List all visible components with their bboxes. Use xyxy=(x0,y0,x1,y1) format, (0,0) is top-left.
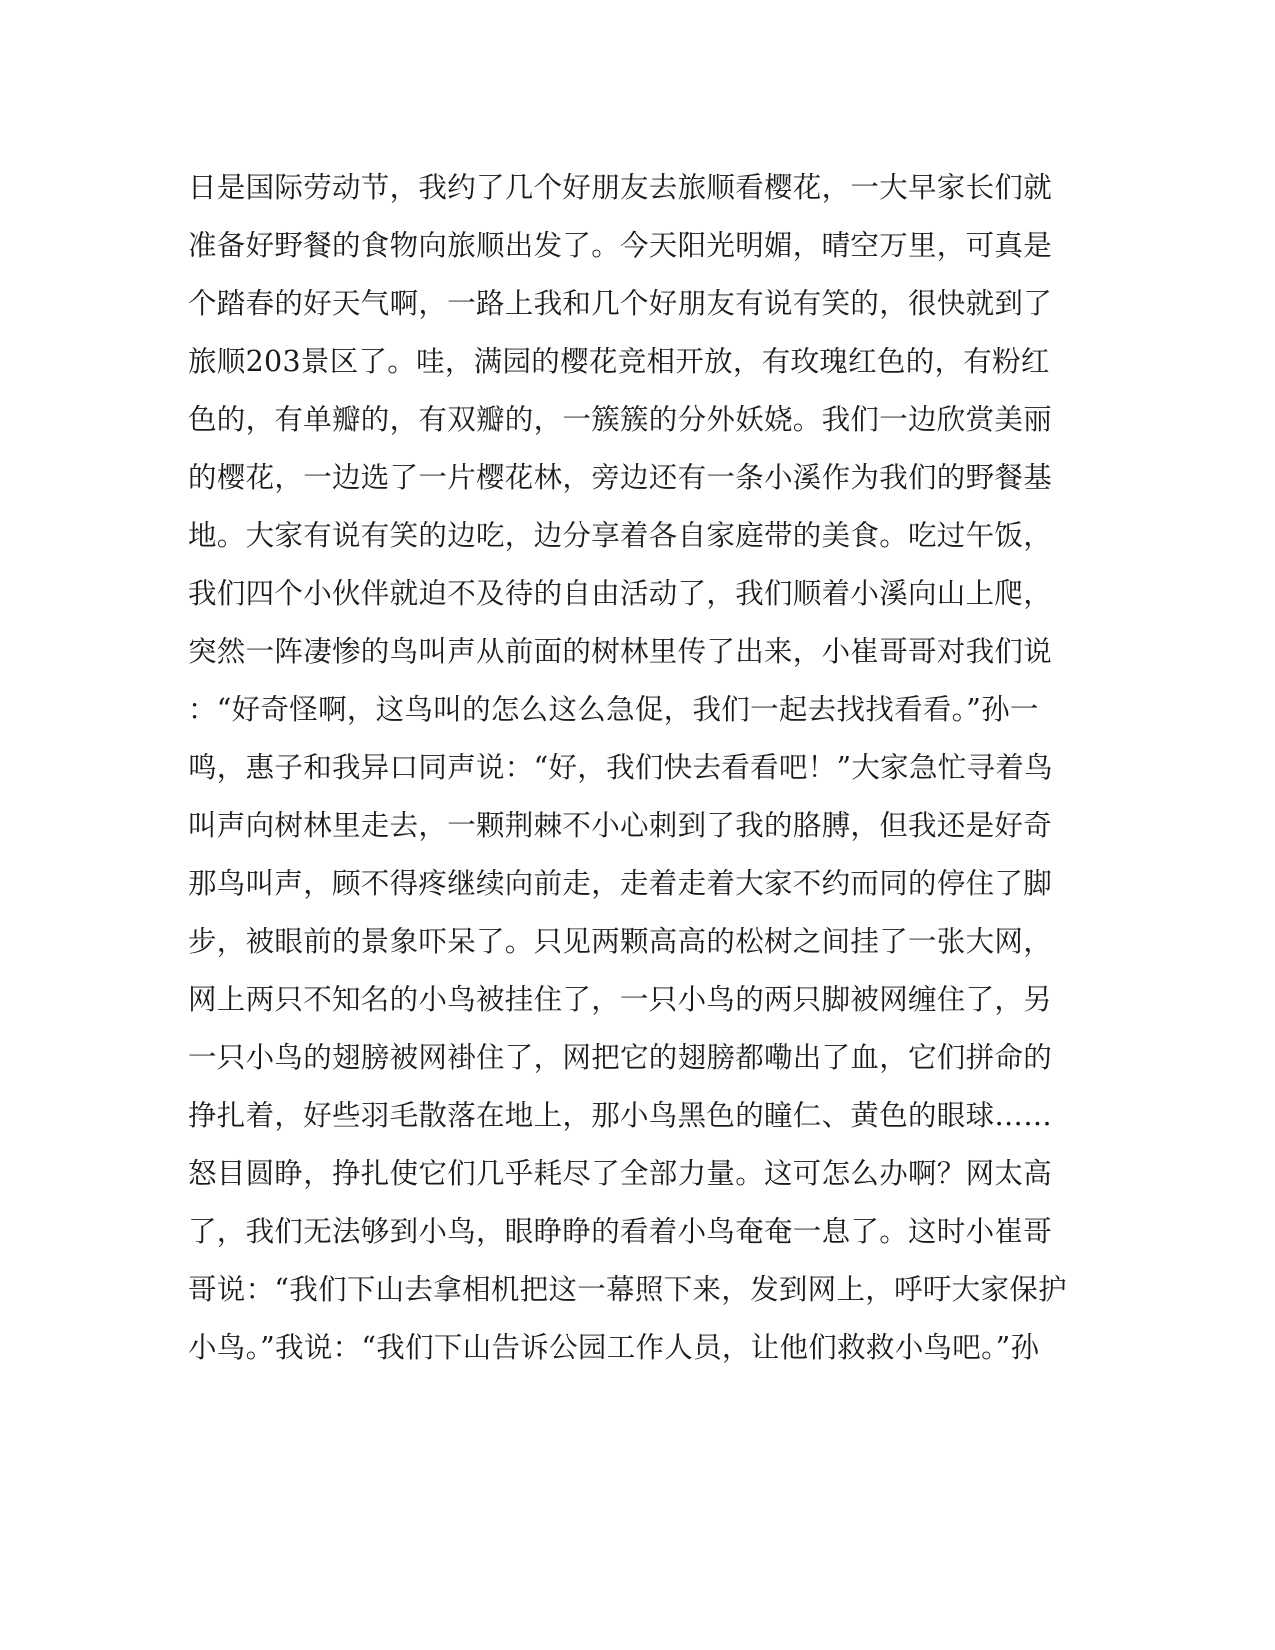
text-line: 怒目圆睁，挣扎使它们几乎耗尽了全部力量。这可怎么办啊？网太高 xyxy=(188,1157,1053,1190)
text-line: 旅顺203景区了。哇，满园的樱花竞相开放，有玫瑰红色的，有粉红 xyxy=(188,345,1050,378)
text-line: 了，我们无法够到小鸟，眼睁睁的看着小鸟奄奄一息了。这时小崔哥 xyxy=(188,1215,1053,1248)
text-line: 哥说：“我们下山去拿相机把这一幕照下来，发到网上，呼吁大家保护 xyxy=(188,1273,1067,1306)
text-line: 个踏春的好天气啊，一路上我和几个好朋友有说有笑的，很快就到了 xyxy=(188,287,1053,320)
text-line: 那鸟叫声，顾不得疼继续向前走，走着走着大家不约而同的停住了脚 xyxy=(188,867,1053,900)
text-line: ：“好奇怪啊，这鸟叫的怎么这么急促，我们一起去找找看看。”孙一 xyxy=(188,693,1039,726)
text-line: 色的，有单瓣的，有双瓣的，一簇簇的分外妖娆。我们一边欣赏美丽 xyxy=(188,403,1053,436)
text-line: 鸣，惠子和我异口同声说：“好，我们快去看看吧！”大家急忙寻着鸟 xyxy=(188,751,1053,784)
text-line: 突然一阵凄惨的鸟叫声从前面的树林里传了出来，小崔哥哥对我们说 xyxy=(188,635,1053,668)
text-line: 叫声向树林里走去，一颗荆棘不小心刺到了我的胳膊，但我还是好奇 xyxy=(188,809,1053,842)
text-line: 挣扎着，好些羽毛散落在地上，那小鸟黑色的瞳仁、黄色的眼球…… xyxy=(188,1099,1053,1132)
text-line: 我们四个小伙伴就迫不及待的自由活动了，我们顺着小溪向山上爬， xyxy=(188,577,1053,610)
text-line: 小鸟。”我说：“我们下山告诉公园工作人员，让他们救救小鸟吧。”孙 xyxy=(188,1331,1040,1364)
text-line: 准备好野餐的食物向旅顺出发了。今天阳光明媚，晴空万里，可真是 xyxy=(188,229,1053,262)
text-line: 地。大家有说有笑的边吃，边分享着各自家庭带的美食。吃过午饭， xyxy=(188,519,1053,552)
text-line: 日是国际劳动节，我约了几个好朋友去旅顺看樱花，一大早家长们就 xyxy=(188,171,1053,204)
body-text xyxy=(188,159,1068,1377)
text-line: 的樱花，一边选了一片樱花林，旁边还有一条小溪作为我们的野餐基 xyxy=(188,461,1053,494)
text-line: 步，被眼前的景象吓呆了。只见两颗高高的松树之间挂了一张大网， xyxy=(188,925,1053,958)
text-line: 网上两只不知名的小鸟被挂住了，一只小鸟的两只脚被网缠住了，另 xyxy=(188,983,1053,1016)
text-line: 一只小鸟的翅膀被网褂住了，网把它的翅膀都嘞出了血，它们拼命的 xyxy=(188,1041,1053,1074)
